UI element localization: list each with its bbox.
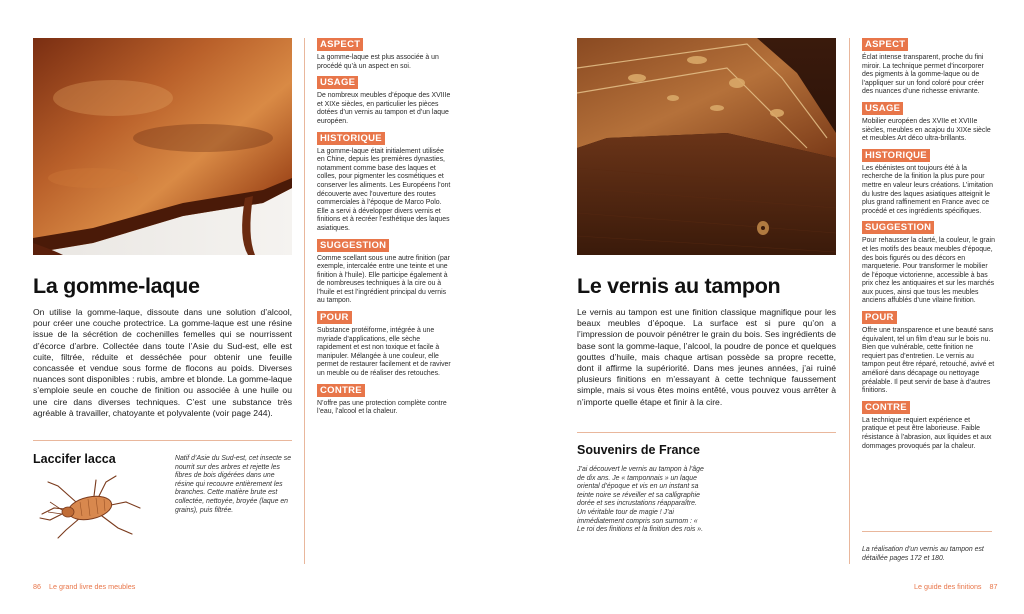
right-sidebar-rule — [849, 38, 850, 564]
left-usage-text: De nombreux meubles d’époque des XVIIIe et XIXe siècles, en particulier les pièces dotées d’un vernis au tampon et d’un laque européen. — [317, 92, 451, 125]
right-suggestion-text: Pour rehausser la clarté, la couleur, le grain et les motifs des beaux meubles d’époque, des bois figurés ou des décors en marqueterie. Pour transformer le mobilier de l’époque victorienne, accessible à bas prix chez les antiquaires et sur les marchés aux puces, ainsi que tous les meubles anciens affublés d’une vilaine finition. — [862, 237, 995, 305]
insect-title: Laccifer lacca — [33, 452, 116, 466]
right-aspect-section — [862, 38, 995, 97]
right-aspect-label: ASPECT — [862, 38, 908, 51]
right-body-text: Le vernis au tampon est une finition classique magnifique pour les beaux meubles d’époque. La surface est si pure qu’on a l’impression de pouvoir pénétrer le grain du bois. Ses ingrédients de base sont la gomme-laque, l’alcool, la poudre de ponce et quelques gouttes d’huile, mais chaque artisan possède sa propre recette, dont il affirme la supériorité. Dans mes jeunes années, j’ai ruiné plusieurs finitions en m’essayant à cette technique faussement simple, mais si vous êtes moins entêté, vous pouvez vous arrêter à n’importe quelle étape et finir à la cire. — [577, 307, 836, 407]
left-body-text: On utilise la gomme-laque, dissoute dans une solution d’alcool, pour créer une couche protectrice. La gomme-laque est une résine issue de la sécrétion de cochenilles femelles qui se nourrissent d’écorce d’arbre. Collectée dans toute l’Asie du Sud-est, elle est cuite, filtrée, réduite et desséchée pour obtenir une feuille concassée et vendue sous forme de flocons au poids. Diverses nuances sont disponibles : rubis, ambre et blonde. La gomme-laque s’emploie seule en couche de finition ou associée à une huile ou une cire dans diverses techniques. C’est une substance très agréable à travailler, chatoyante et polyvalente (voir page 244). — [33, 307, 292, 418]
left-historique-section — [317, 132, 452, 234]
left-historique-label: HISTORIQUE — [317, 132, 385, 145]
left-title: La gomme-laque — [33, 274, 200, 298]
right-usage-label: USAGE — [862, 102, 903, 115]
right-sidebar — [862, 38, 995, 456]
right-pour-section — [862, 311, 995, 396]
right-title: Le vernis au tampon — [577, 274, 781, 298]
souvenirs-text: J’ai découvert le vernis au tampon à l’âge de dix ans. Je « tamponnais » un laque oriental d’époque et vis en un instant sa teinte noire se réveiller et sa calligraphie dorée et ses incrustations réapparaître. Un véritable tour de magie ! J’ai immédiatement compris son surnom : « Le roi des finitions et la finition des rois ». — [577, 466, 704, 534]
left-aspect-section — [317, 38, 452, 71]
left-book-title: Le grand livre des meubles — [49, 582, 136, 591]
right-footnote-rule — [862, 531, 992, 532]
left-sidebar-rule — [304, 38, 305, 564]
left-page-number: 86 — [33, 582, 41, 591]
right-pour-text: Offre une transparence et une beauté sans équivalent, tel un film d’eau sur le bois nu. Bien que vulnérable, cette finition ne requiert pas d’entretien. Le vernis au tampon peut être réparé, retouché, avivé et amélioré dans décapage ou nettoyage préalable. Il peut servir de base à d’autres finitions. — [862, 327, 995, 395]
right-historique-section — [862, 149, 995, 217]
left-pour-text: Substance protéiforme, intégrée à une myriade d’applications, elle sèche rapidement et est non toxique et facile à manipuler. Mélangée à une couleur, elle permet de restaurer facilement et de raviver un meuble ou de réaliser des retouches. — [317, 327, 451, 378]
left-suggestion-label: SUGGESTION — [317, 239, 389, 252]
right-suggestion-section — [862, 221, 995, 306]
left-pour-label: POUR — [317, 311, 352, 324]
left-suggestion-text: Comme scellant sous une autre finition (par exemple, intercalée entre une teinte et une finition à l’huile). Elle participe également à de nombreuses techniques à la cire ou à l’huile et est l’ingrédient principal du vernis au tampon. — [317, 254, 450, 305]
left-aspect-label: ASPECT — [317, 38, 363, 51]
right-aspect-text: Éclat intense transparent, proche du fini miroir. La technique permet d’incorporer des pigments à la gomme-laque ou de l’appliquer sur un fond coloré pour créer des nuances d’une richesse enivrante. — [862, 54, 984, 96]
souvenirs-title: Souvenirs de France — [577, 443, 700, 457]
left-sidebar — [317, 38, 452, 422]
left-contre-text: N’offre pas une protection complète contre l’eau, l’alcool et la chaleur. — [317, 399, 447, 416]
left-suggestion-section — [317, 239, 452, 307]
right-contre-label: CONTRE — [862, 401, 910, 414]
right-pour-label: POUR — [862, 311, 897, 324]
left-aspect-text: La gomme-laque est plus associée à un procédé qu’à un aspect en soi. — [317, 54, 439, 70]
left-divider — [33, 440, 292, 441]
left-historique-text: La gomme-laque était initialement utilisée en Chine, depuis les premières dynasties, notamment comme base des laques et colles, pour pigmenter les cosmétiques et conserver les aliments. Les Européens l’ont découverte avec l’ouverture des routes commerciales à l’époque de Marco Polo. Elle a servi à développer divers vernis et finitions et à recréer l’esthétique des laques asiatiques. — [317, 147, 451, 232]
laccifer-insect-illustration — [36, 472, 156, 542]
right-contre-text: La technique requiert expérience et pratique et peut être laborieuse. Faible résistance à l’abrasion, aux liquides et aux dommages provoqués par la chaleur. — [862, 416, 992, 450]
right-book-title: Le guide des finitions — [914, 582, 982, 591]
right-page-number: 87 — [989, 582, 998, 591]
right-footnote: La réalisation d’un vernis au tampon est détaillée pages 172 et 180. — [862, 546, 984, 562]
left-contre-label: CONTRE — [317, 384, 365, 397]
right-usage-text: Mobilier européen des XVIIe et XVIIIe siècles, meubles en acajou du XIXe siècle et meubles Art déco ultra-brillants. — [862, 117, 991, 143]
gomme-laque-table-photo — [33, 38, 292, 255]
insect-caption: Natif d’Asie du Sud-est, cet insecte se nourrit sur des arbres et rejette les fibres de bois digérées dans une résine qui recouvre entièrement les branches. Cette matière brute est collectée, nettoyée, broyée (laque en grains), puis filtrée. — [175, 455, 292, 514]
right-suggestion-label: SUGGESTION — [862, 221, 934, 234]
left-usage-section — [317, 76, 452, 126]
right-usage-section — [862, 102, 995, 144]
vernis-tampon-table-photo — [577, 38, 836, 255]
left-folio — [33, 582, 135, 591]
right-contre-section — [862, 401, 995, 451]
left-usage-label: USAGE — [317, 76, 358, 89]
left-pour-section — [317, 311, 452, 379]
right-divider — [577, 432, 836, 433]
right-historique-text: Les ébénistes ont toujours été à la recherche de la finition la plus pure pour mettre en valeur leurs créations. L’imitation du lustre des laques asiatiques atteignit le plus grand raffinement en France avec ce procédé et ces ingrédients spécifiques. — [862, 164, 993, 215]
left-contre-section — [317, 384, 452, 417]
right-historique-label: HISTORIQUE — [862, 149, 930, 162]
right-folio — [914, 582, 998, 591]
